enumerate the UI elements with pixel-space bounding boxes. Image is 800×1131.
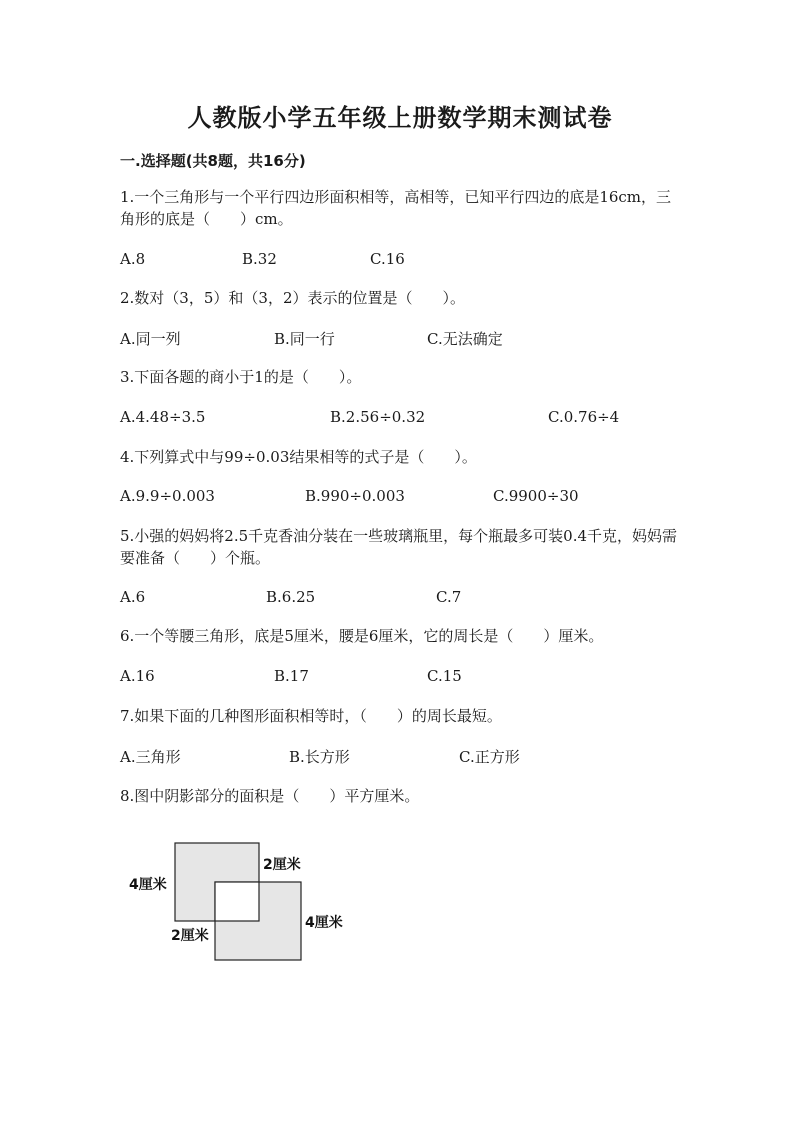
overlap-region xyxy=(215,882,259,921)
q3-option-a: A.4.48÷3.5 xyxy=(120,408,206,426)
q3-option-c: C.0.76÷4 xyxy=(548,408,620,426)
q4-option-b: B.990÷0.003 xyxy=(305,487,405,505)
question-8: 8.图中阴影部分的面积是（ ）平方厘米。 xyxy=(120,787,420,805)
q7-option-c: C.正方形 xyxy=(459,748,520,766)
q6-option-b: B.17 xyxy=(274,667,309,685)
q3-option-b: B.2.56÷0.32 xyxy=(330,408,426,426)
label-left: 4厘米 xyxy=(129,877,167,893)
question-6: 6.一个等腰三角形，底是5厘米，腰是6厘米，它的周长是（ ）厘米。 xyxy=(120,627,604,645)
q4-option-c: C.9900÷30 xyxy=(493,487,579,505)
q7-option-a: A.三角形 xyxy=(120,748,181,766)
q4-option-a: A.9.9÷0.003 xyxy=(120,487,215,505)
q2-option-c: C.无法确定 xyxy=(427,330,503,348)
label-bottom-left: 2厘米 xyxy=(171,928,209,944)
q2-option-b: B.同一行 xyxy=(274,330,335,348)
q5-option-b: B.6.25 xyxy=(266,588,316,606)
q6-option-c: C.15 xyxy=(427,667,462,685)
q1-option-c: C.16 xyxy=(370,250,405,268)
q1-option-b: B.32 xyxy=(242,250,277,268)
question-2: 2.数对（3，5）和（3，2）表示的位置是（ ）。 xyxy=(120,289,465,307)
q1-option-a: A.8 xyxy=(120,250,146,268)
q7-option-b: B.长方形 xyxy=(289,748,350,766)
label-right: 4厘米 xyxy=(305,915,343,931)
overlapping-squares-figure xyxy=(125,835,365,970)
section-heading: 一.选择题(共8题，共16分) xyxy=(120,152,306,170)
q2-option-a: A.同一列 xyxy=(120,330,181,348)
question-1: 1.一个三角形与一个平行四边形面积相等，高相等，已知平行四边的底是16cm，三角形的底是（ ）cm。 xyxy=(120,188,672,228)
question-4: 4.下列算式中与99÷0.03结果相等的式子是（ ）。 xyxy=(120,448,477,466)
question-3: 3.下面各题的商小于1的是（ ）。 xyxy=(120,368,362,386)
q5-option-c: C.7 xyxy=(436,588,462,606)
page-title: 人教版小学五年级上册数学期末测试卷 xyxy=(187,104,613,132)
q5-option-a: A.6 xyxy=(120,588,146,606)
question-7: 7.如果下面的几种图形面积相等时，（ ）的周长最短。 xyxy=(120,707,502,725)
question-5: 5.小强的妈妈将2.5千克香油分装在一些玻璃瓶里，每个瓶最多可装0.4千克，妈妈需要准备（ ）个瓶。 xyxy=(120,527,678,567)
q6-option-a: A.16 xyxy=(120,667,155,685)
label-top-right: 2厘米 xyxy=(263,857,301,873)
